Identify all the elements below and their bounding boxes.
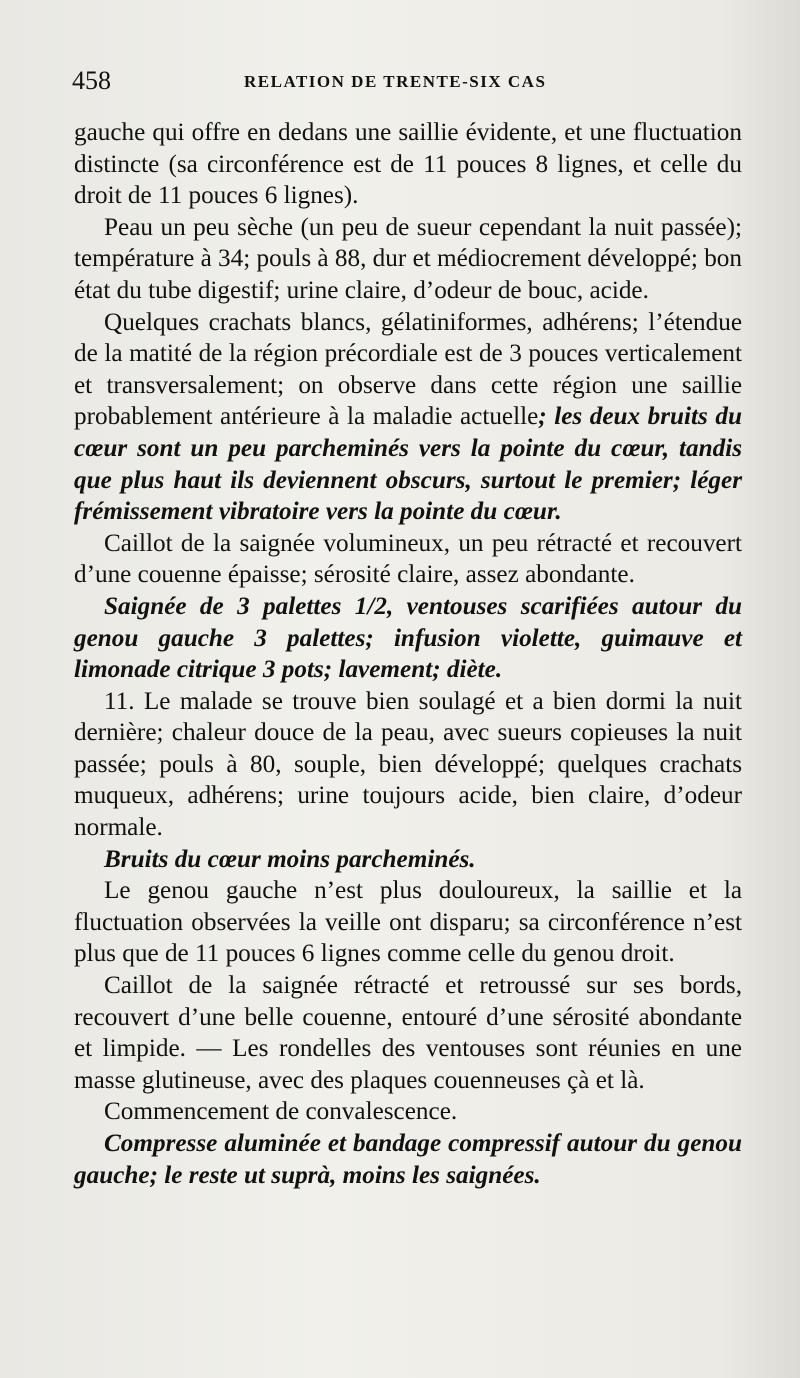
italic-text-segment: ; les deux bruits du cœur sont un peu parcheminés vers la pointe du cœur, tandis que plus haut ils deviennent obscurs, surtout le premier; léger frémissement vibratoire vers la pointe du cœur. [74, 403, 742, 526]
italic-text-segment: Bruits du cœur moins parcheminés. [104, 845, 476, 873]
paragraph [74, 307, 742, 528]
text-segment: gauche qui offre en dedans une saillie évidente, et une fluctuation distincte (sa circonférence est de 11 pouces 8 lignes, et celle du droit de 11 pouces 6 lignes). [74, 119, 742, 210]
paragraph [74, 1128, 742, 1191]
text-segment: Commencement de convalescence. [104, 1098, 458, 1126]
italic-text-segment: Saignée de 3 palettes 1/2, ventouses scarifiées autour du genou gauche 3 palettes; infusion violette, guimauve et limonade citrique 3 pots; lavement; diète. [74, 592, 742, 684]
page-header [72, 66, 732, 100]
italic-text-segment: Compresse aluminée et bandage compressif autour du genou gauche; le reste ut suprà, moins les saignées. [74, 1130, 742, 1189]
running-title: RELATION DE TRENTE-SIX CAS [244, 72, 547, 91]
paragraph [74, 528, 742, 591]
page-number: 458 [72, 66, 111, 95]
text-segment: 11. Le malade se trouve bien soulagé et a bien dormi la nuit dernière; chaleur douce de la peau, avec sueurs copieuses la nuit passée; pouls à 80, souple, bien développé; quelques crachats muqueux, adhérens; urine toujours acide, bien claire, d’odeur normale. [74, 687, 742, 842]
text-segment: Quelques crachats blancs, gélatiniformes, adhérens; l’étendue de la matité de la région précordiale est de 3 pouces verticalement et transversalement; on observe dans cette région une saillie probablement antérieure à la maladie actuelle [74, 308, 742, 431]
paragraph [74, 212, 742, 307]
paragraph [74, 1096, 742, 1128]
text-segment: Le genou gauche n’est plus douloureux, la saillie et la fluctuation observées la veille ont disparu; sa circonférence n’est plus que de 11 pouces 6 lignes comme celle du genou droit. [74, 877, 742, 968]
paragraph [74, 844, 742, 876]
paragraph [74, 970, 742, 1096]
paragraph [74, 686, 742, 844]
paragraph [74, 117, 742, 212]
text-segment: Caillot de la saignée rétracté et retroussé sur ses bords, recouvert d’une belle couenne, entouré d’une sérosité abondante et limpide. — Les rondelles des ventouses sont réunies en une masse glutineuse, avec des plaques couenneuses çà et là. [74, 972, 742, 1094]
paragraph [74, 591, 742, 686]
page-body [74, 117, 742, 1191]
text-segment: Peau un peu sèche (un peu de sueur cependant la nuit passée); température à 34; pouls à 88, dur et médiocrement développé; bon état du tube digestif; urine claire, d’odeur de bouc, acide. [74, 213, 742, 304]
paragraph [74, 875, 742, 970]
text-segment: Caillot de la saignée volumineux, un peu rétracté et recouvert d’une couenne épaisse; sérosité claire, assez abondante. [74, 529, 742, 589]
